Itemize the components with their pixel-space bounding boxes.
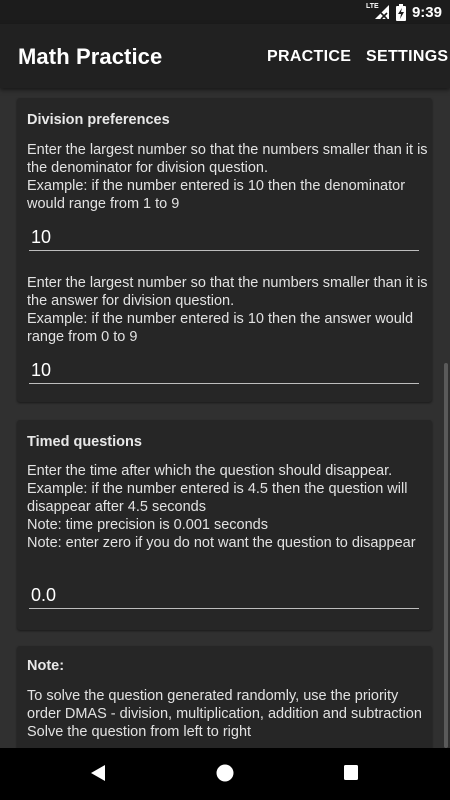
timeout-field[interactable] xyxy=(29,582,419,609)
network-type-label: LTE xyxy=(365,3,379,10)
back-icon[interactable] xyxy=(89,764,107,787)
note-card xyxy=(17,646,432,748)
app-bar xyxy=(0,24,450,88)
settings-menu-item[interactable]: SETTINGS xyxy=(366,48,449,65)
division-preferences-card xyxy=(17,98,432,402)
navigation-bar xyxy=(0,748,450,800)
clock: 9:39 xyxy=(411,3,442,21)
answer-description: Enter the largest number so that the numbers smaller than it is the answer for division question. Example: if the number entered is 10 then the answer would range from 0 to 9 xyxy=(27,275,428,345)
status-bar xyxy=(0,0,450,24)
home-icon[interactable] xyxy=(216,764,234,787)
scrollbar[interactable] xyxy=(444,363,448,748)
app-title: Math Practice xyxy=(18,44,163,69)
timed-questions-description: Enter the time after which the question should disappear. Example: if the number entered is 4.5 then the question will disappear after 4.5 seconds Note: time precision is 0.001 seconds Note: enter zero if you do not want the question to disappear xyxy=(27,463,416,551)
signal-icon xyxy=(365,3,390,20)
denominator-description: Enter the largest number so that the numbers smaller than it is the denominator for division question. Example: if the number entered is 10 then the denominator would range from 1 to 9 xyxy=(27,142,428,212)
battery-charging-icon xyxy=(396,4,406,21)
answer-input[interactable] xyxy=(29,357,411,383)
denominator-field[interactable] xyxy=(29,224,419,251)
status-icons xyxy=(365,0,442,24)
note-description: To solve the question generated randomly, use the priority order DMAS - division, multiplication, addition and subtraction Solve the question from left to right xyxy=(27,688,422,740)
settings-scroll-view[interactable] xyxy=(0,88,450,748)
denominator-input[interactable] xyxy=(29,224,411,250)
timed-questions-title: Timed questions xyxy=(27,434,142,450)
answer-field[interactable] xyxy=(29,357,419,384)
practice-menu-item[interactable]: PRACTICE xyxy=(267,48,352,65)
timed-questions-card xyxy=(17,420,432,630)
timeout-input[interactable] xyxy=(29,582,411,608)
note-title: Note: xyxy=(27,658,65,674)
recents-icon[interactable] xyxy=(343,764,359,787)
division-preferences-title: Division preferences xyxy=(27,112,170,128)
